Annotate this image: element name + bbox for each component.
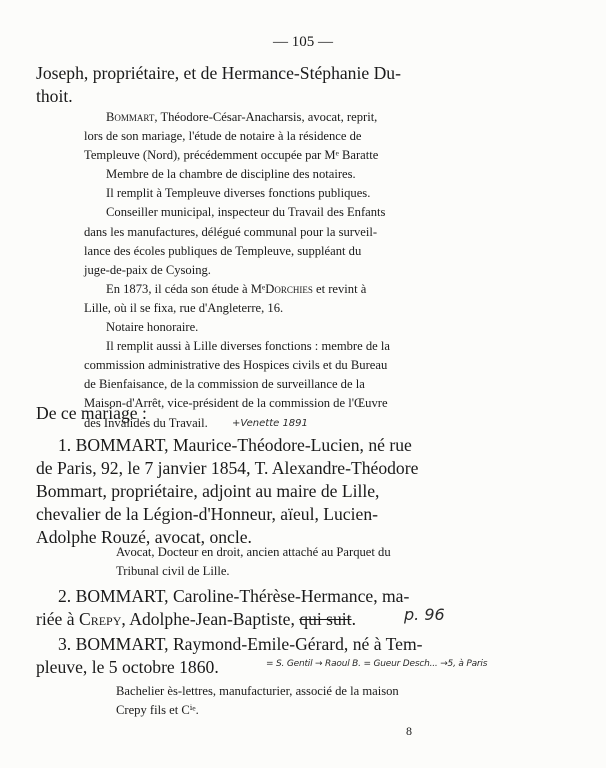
handwritten-annotation: p. 96 — [404, 605, 445, 624]
bio-line: juge-de-paix de Cysoing. — [84, 262, 211, 277]
bio-line: Maison-d'Arrêt, vice-président de la commission de l'Œuvre — [84, 396, 388, 411]
bio-name: Bommart — [106, 110, 155, 124]
child-3-note: Bachelier ès-lettres, manufacturier, associé de la maison Crepy fils et Cⁱᵉ. — [116, 684, 399, 718]
section-heading: De ce mariage : — [36, 403, 147, 423]
bio-line: Bommart, Théodore-César-Anacharsis, avocat, reprit, — [106, 110, 378, 124]
child-1-note: Avocat, Docteur en droit, ancien attaché au Parquet du Tribunal civil de Lille. — [116, 545, 391, 579]
handwritten-annotation: = S. Gentil → Raoul B. = Gueur Desch... →5, à Paris — [266, 659, 488, 669]
bio-line: Conseiller municipal, inspecteur du Travail des Enfants — [106, 205, 386, 220]
bio-line: Lille, où il se fixa, rue d'Angleterre, 16. — [84, 300, 284, 315]
intro-line: thoit. — [36, 86, 73, 106]
page-number: — 105 — — [273, 34, 333, 50]
bio-line: lors de son mariage, l'étude de notaire à la résidence de — [84, 129, 362, 144]
bio-line: lance des écoles publiques de Templeuve, suppléant du — [84, 243, 362, 258]
bio-line: Membre de la chambre de discipline des notaires. — [106, 167, 356, 182]
handwritten-annotation: +Venette 1891 — [232, 418, 308, 429]
intro-line: Joseph, propriétaire, et de Hermance-Stéphanie Du- — [36, 63, 401, 83]
intro-paragraph — [36, 62, 591, 108]
bio-line: de Bienfaisance, de la commission de surveillance de la — [84, 377, 365, 392]
bio-line: des Invalides du Travail. — [84, 415, 208, 430]
bio-line: Il remplit aussi à Lille diverses fonctions : membre de la — [106, 339, 390, 354]
child-entry-1: 1. BOMMART, Maurice-Théodore-Lucien, né rue de Paris, 92, le 7 janvier 1854, T. Alexandre-Théodore Bommart, propriétaire, adjoint au maire de Lille, chevalier de la Légion-d'Honneur, aïeul, Lucien- Adolphe Rouzé, avocat, oncle. — [36, 435, 419, 547]
signature-mark: 8 — [406, 724, 412, 738]
bio-line: Il remplit à Templeuve diverses fonctions publiques. — [106, 186, 371, 201]
child-entry-3: 3. BOMMART, Raymond-Emile-Gérard, né à Tem- pleuve, le 5 octobre 1860. — [36, 634, 423, 677]
child-entry-2: 2. BOMMART, Caroline-Thérèse-Hermance, ma- riée à Crepy, Adolphe-Jean-Baptiste, qui suit. — [36, 586, 410, 629]
bommart-biography — [84, 108, 539, 433]
bio-line: commission administrative des Hospices civils et du Bureau — [84, 358, 388, 373]
bio-line: Templeuve (Nord), précédemment occupée par Mᵉ Baratte — [84, 148, 379, 163]
bio-line: dans les manufactures, délégué communal pour la surveil- — [84, 224, 378, 239]
bio-line: En 1873, il céda son étude à MᵉDorchies et revint à — [106, 281, 367, 296]
bio-line: Notaire honoraire. — [106, 320, 199, 335]
